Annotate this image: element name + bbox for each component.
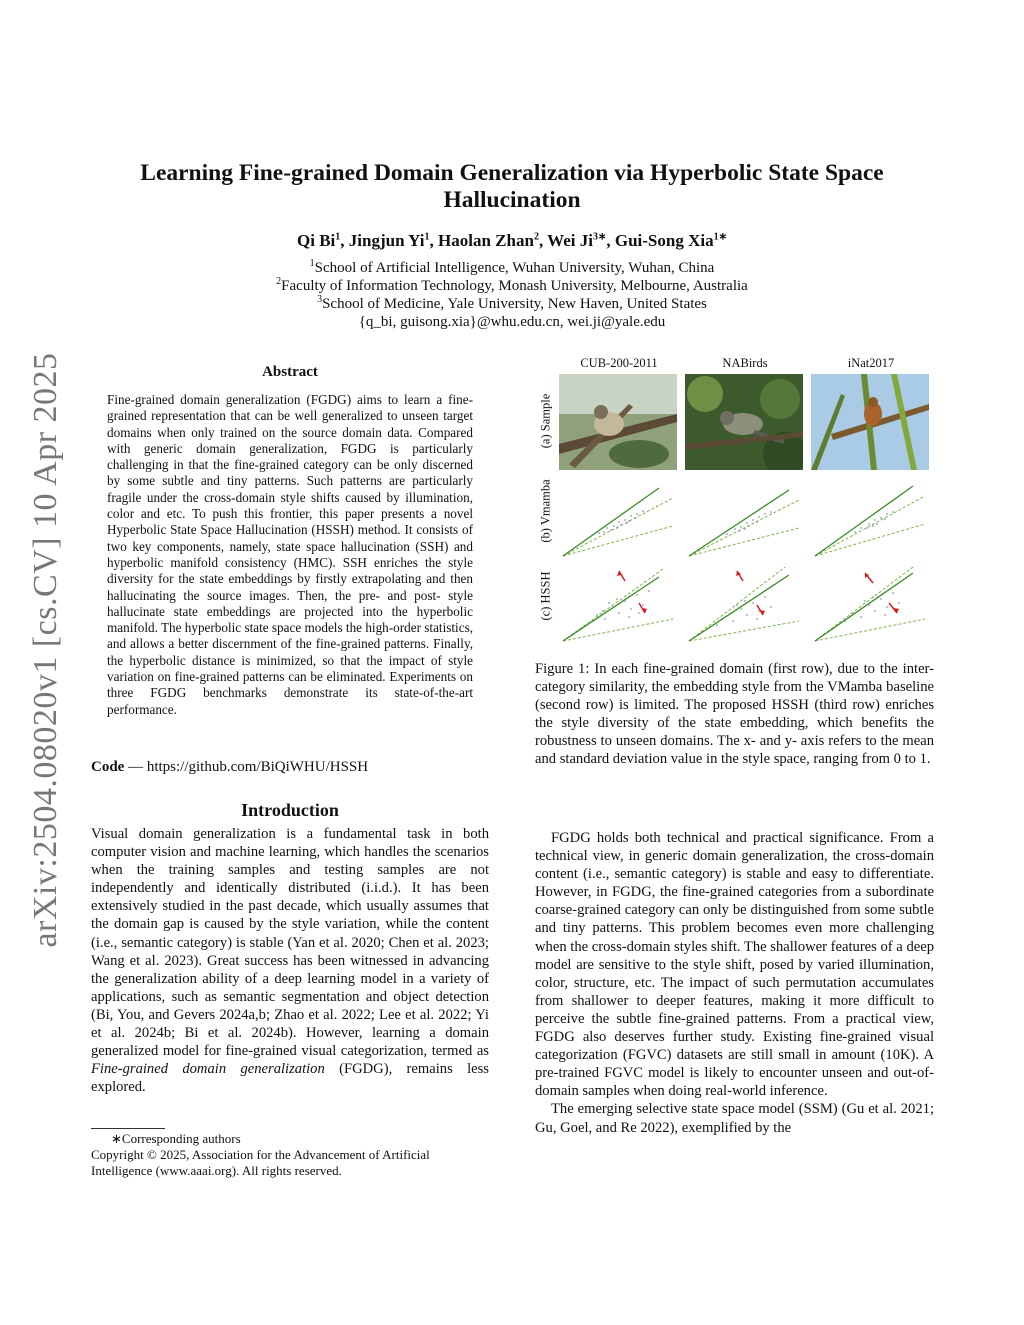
body-paragraph: The emerging selective state space model (SSM) (Gu et al. 2021; Gu, Goel, and Re 2022), exemplified by the — [535, 1101, 934, 1136]
paper-title: Learning Fine-grained Domain Generalization via Hyperbolic State Space Hallucination — [140, 160, 884, 213]
code-url-link[interactable]: https://github.com/BiQiWHU/HSSH — [146, 759, 369, 775]
author-affil-mark: 1∗ — [713, 231, 727, 243]
arxiv-sidebar-stamp — [26, 350, 66, 950]
author-list: Qi Bi$^1$, Jingjun Yi$^1$, Haolan Zhan$^2$, Wei $Ji^{3∗}$, Gui-Song Xia$^{1∗}$ — [297, 231, 727, 250]
figure-row-label: (c) HSSH — [538, 571, 553, 621]
vmamba-plot-inat — [811, 478, 929, 558]
hssh-plot-nabirds — [685, 563, 803, 643]
email-line: {q_bi, guisong.xia}@whu.edu.cn, wei.ji@yale.edu — [358, 314, 666, 330]
vmamba-plot-nabirds — [685, 478, 803, 558]
author-affil-mark: 3∗ — [592, 231, 607, 243]
author-name: Jingjun Yi — [348, 231, 425, 250]
author-affil-mark: 1 — [335, 231, 341, 243]
abstract-body: Fine-grained domain generalization (FGDG) aims to learn a fine-grained representation that can be well generalized to unseen target domains when only trained on the source domain data. Compared with generic domain generalization, FGDG is particularly challenging in that the fine-grained category can be only discerned by some subtle and tiny patterns. Such patterns are particularly fragile under the cross-domain style shifts caused by illumination, color and etc. To push this frontier, this paper presents a novel Hyperbolic State Space Hallucination (HSSH) method. It consists of two key components, namely, state space hallucination (SSH) and hyperbolic manifold consistency (HMC). SSH enriches the style diversity for the state embeddings by firstly extrapolating and then hallucinating the source images. Then, the pre- and post- style hallucinate state embeddings are projected into the hyperbolic manifold. The hyperbolic state space models the high-order statistics, and allows a better discernment of the fine-grained patterns. Finally, the hyperbolic distance is minimized, so that the impact of style variation on fine-grained patterns can be eliminated. Experiments on three FGDG benchmarks demonstrate its state-of-the-art performance. — [107, 392, 473, 717]
introduction-heading: Introduction — [241, 800, 339, 820]
affiliations — [100, 259, 924, 331]
affiliation-line: $^3$School of Medicine, Yale University, New Haven, United States — [317, 294, 707, 312]
hssh-plot-inat — [811, 563, 929, 643]
abstract-heading: Abstract — [262, 364, 318, 380]
right-column-body — [535, 829, 934, 1137]
code-sep: — — [124, 759, 147, 775]
author-name: Wei Ji — [547, 231, 593, 250]
bird-photo-nabirds — [685, 374, 803, 470]
bird-photo-inat — [811, 374, 929, 470]
introduction-body — [91, 825, 489, 1096]
footnote — [91, 1131, 489, 1179]
code-line — [91, 759, 489, 776]
figure-row-label: (a) Sample — [538, 393, 553, 449]
corresponding-note: ∗Corresponding authors — [111, 1131, 241, 1146]
figure-col-label: NABirds — [722, 356, 768, 370]
footnote-rule — [91, 1128, 165, 1129]
intro-paragraph: Visual domain generalization is a fundamental task in both computer vision and machine learning, which handles the scenarios when the training samples and testing samples are not independently and identically distributed (i.i.d.). It has been extensively studied in the past decade, which usually assumes that the domain gap is caused by the style variation, while the content (i.e., semantic category) is stable (Yan et al. 2020; Chen et al. 2023; Wang et al. 2023). Great success has been witnessed in advancing the generalization ability of a deep learning model in a variety of applications, such as semantic segmentation and object detection (Bi, You, and Gevers 2024a,b; Zhao et al. 2022; Lee et al. 2022; Yi et al. 2024b; Bi et al. 2024b). However, learning a domain generalized model for fine-grained visual categorization, termed as Fine-grained domain generalization (FGDG), remains less explored. — [91, 826, 489, 1096]
figure-col-label: iNat2017 — [847, 356, 895, 370]
author-affil-mark: 2 — [533, 231, 539, 243]
author-name: Qi Bi — [297, 231, 336, 250]
vmamba-plot-cub — [559, 478, 677, 558]
copyright-note: Copyright © 2025, Association for the Advancement of Artificial Intelligence (www.aaai.org). All rights reserved. — [91, 1147, 430, 1178]
author-name: Haolan Zhan — [438, 231, 534, 250]
affiliation-line: $^2$Faculty of Information Technology, Monash University, Melbourne, Australia — [276, 276, 748, 294]
arxiv-id-text: arXiv:2504.08020v1 [cs.CV] 10 Apr 2025 — [27, 352, 64, 948]
bird-photo-cub — [559, 374, 677, 470]
affiliation-line: $^1$School of Artificial Intelligence, Wuhan University, Wuhan, China — [309, 258, 715, 276]
figure-row-label: (b) Vmamba — [538, 479, 553, 543]
body-paragraph: FGDG holds both technical and practical significance. From a technical view, in generic domain generalization, the cross-domain content (i.e., semantic category) is stable and easy to differentiate. However, in FGDG, the fine-grained categories from a subordinate coarse-grained category can only be distinguished from some subtle and tiny patterns. This problem becomes even more challenging when the cross-domain styles shift. The shallower features of a deep model are sensitive to the style shift, posed by varied illumination, color, structure, etc. The impact of such permutation accumulates from shallower to deeper features, making it more difficult to perceive the subtle fine-grained patterns. From a practical view, FGDG also deserves further study. Existing fine-grained visual categorization (FGVC) datasets are still small in amount (10K). A pre-trained FGVC model is likely to encounter unseen and out-of-domain samples when doing real-world inference. — [535, 830, 934, 1100]
code-label: Code — [91, 759, 125, 775]
author-affil-mark: 1 — [424, 231, 430, 243]
figure-col-label: CUB-200-2011 — [580, 356, 658, 370]
figure-1 — [535, 356, 935, 646]
figure-1-caption: Figure 1: In each fine-grained domain (first row), due to the inter-category similarity, the embedding style from the VMamba baseline (second row) is limited. The proposed HSSH (third row) enriches the style diversity of the state embedding, which benefits the robustness to unseen domains. The x- and y- axis refers to the mean and standard deviation value in the style space, ranging from 0 to 1. — [535, 661, 934, 768]
hssh-plot-cub — [559, 563, 677, 643]
author-name: Gui-Song Xia — [614, 231, 714, 250]
